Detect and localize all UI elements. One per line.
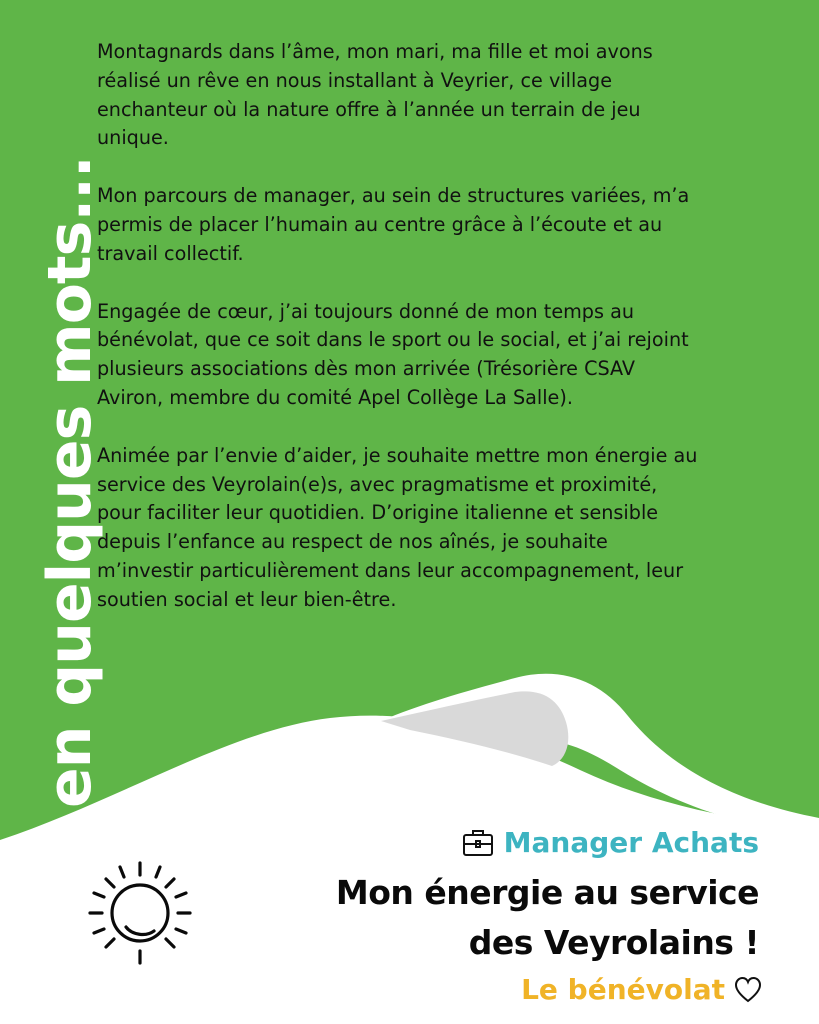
heart-icon <box>733 975 763 1005</box>
paragraph-4: Animée par l’envie d’aider, je souhaite mettre mon énergie au service des Veyrolain(e)s, avec pragmatisme et proximité, pour faciliter leur quotidien. D’origine italienne et sensible depuis l’enfance au respect de nos aînés, je souhaite m’investir particulièrement dans leur accompagnement, leur soutien social et leur bien-être. <box>97 443 698 611</box>
footer-line <box>521 968 763 1012</box>
role-line <box>462 823 759 863</box>
headline <box>336 868 759 968</box>
side-title: en quelques mots... <box>35 156 105 808</box>
briefcase-icon <box>462 828 494 858</box>
headline-line-1: Mon énergie au service <box>335 873 759 912</box>
paragraph-3: Engagée de cœur, j’ai toujours donné de mon temps au bénévolat, que ce soit dans le sport ou le social, et j’ai rejoint plusieurs associations dès mon arrivée (Trésorière CSAV Aviron, membre du comité Apel Collège La Salle). <box>97 299 689 409</box>
role-label: Manager Achats <box>503 826 759 859</box>
paragraph-1: Montagnards dans l’âme, mon mari, ma fille et moi avons réalisé un rêve en nous installant à Veyrier, ce village enchanteur où la nature offre à l’année un terrain de jeu unique. <box>97 40 653 150</box>
intro-text <box>97 38 797 644</box>
paragraph-2: Mon parcours de manager, au sein de structures variées, m’a permis de placer l’humain au centre grâce à l’écoute et au travail collectif. <box>97 184 690 265</box>
sun-icon <box>80 855 200 975</box>
headline-line-2: des Veyrolains ! <box>468 923 759 962</box>
footer-label: Le bénévolat <box>521 973 725 1006</box>
